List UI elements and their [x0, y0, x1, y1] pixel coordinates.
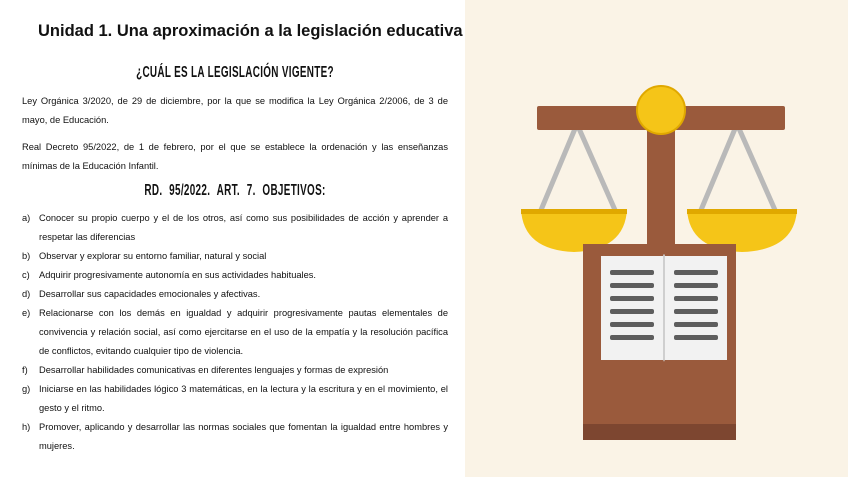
section-title-objectives: RD. 95/2022. ART. 7. OBJETIVOS: — [144, 182, 326, 199]
objective-text: Relacionarse con los demás en igualdad y adquirir progresivamente pautas elementales de convivencia y relación social, así como ejercitarse en el uso de la empatía y la resolución pacífica de conflictos, evitando cualquier tipo de violencia. — [39, 308, 448, 356]
illustration-panel — [465, 0, 848, 477]
objective-text: Promover, aplicando y desarrollar las normas sociales que fomentan la igualdad entre hombres y mujeres. — [39, 422, 448, 451]
objective-text: Iniciarse en las habilidades lógico 3 matemáticas, en la lectura y la escritura y en el movimiento, el gesto y el ritmo. — [39, 384, 448, 413]
objective-marker: b) — [22, 251, 31, 261]
objective-marker: f) — [22, 365, 28, 375]
objective-item — [22, 361, 448, 380]
book-icon — [601, 254, 727, 362]
objective-text: Adquirir progresivamente autonomía en sus actividades habituales. — [39, 270, 317, 280]
objective-text: Desarrollar habilidades comunicativas en diferentes lenguajes y formas de expresión — [39, 365, 389, 375]
objective-text: Observar y explorar su entorno familiar, natural y social — [39, 251, 267, 261]
objective-marker: a) — [22, 213, 31, 223]
objective-item — [22, 266, 448, 285]
objective-marker: c) — [22, 270, 30, 280]
objective-marker: e) — [22, 308, 31, 318]
scales-of-justice-icon — [465, 0, 848, 477]
objective-item — [22, 304, 448, 361]
objective-text: Desarrollar sus capacidades emocionales y afectivas. — [39, 289, 261, 299]
law-paragraph-1: Ley Orgánica 3/2020, de 29 de diciembre, por la que se modifica la Ley Orgánica 2/2006, de 3 de mayo, de Educación. — [22, 96, 448, 125]
section-title-legislation: ¿CUÁL ES LA LEGISLACIÓN VIGENTE? — [136, 64, 334, 81]
right-chains-icon — [701, 124, 775, 210]
page-title: Unidad 1. Una aproximación a la legislación educativa — [38, 22, 463, 40]
objective-item — [22, 285, 448, 304]
objective-marker: h) — [22, 422, 31, 432]
objective-item — [22, 209, 448, 247]
objective-item — [22, 380, 448, 418]
objective-text: Conocer su propio cuerpo y el de los otros, así como sus posibilidades de acción y aprender a respetar las diferencias — [39, 213, 448, 242]
left-chains-icon — [541, 124, 615, 210]
objective-marker: d) — [22, 289, 31, 299]
objective-item — [22, 247, 448, 266]
objectives-list — [22, 209, 448, 456]
law-paragraph-2: Real Decreto 95/2022, de 1 de febrero, por el que se establece la ordenación y las enseñanzas mínimas de la Educación Infantil. — [22, 142, 448, 171]
objective-marker: g) — [22, 384, 31, 394]
objective-item — [22, 418, 448, 456]
